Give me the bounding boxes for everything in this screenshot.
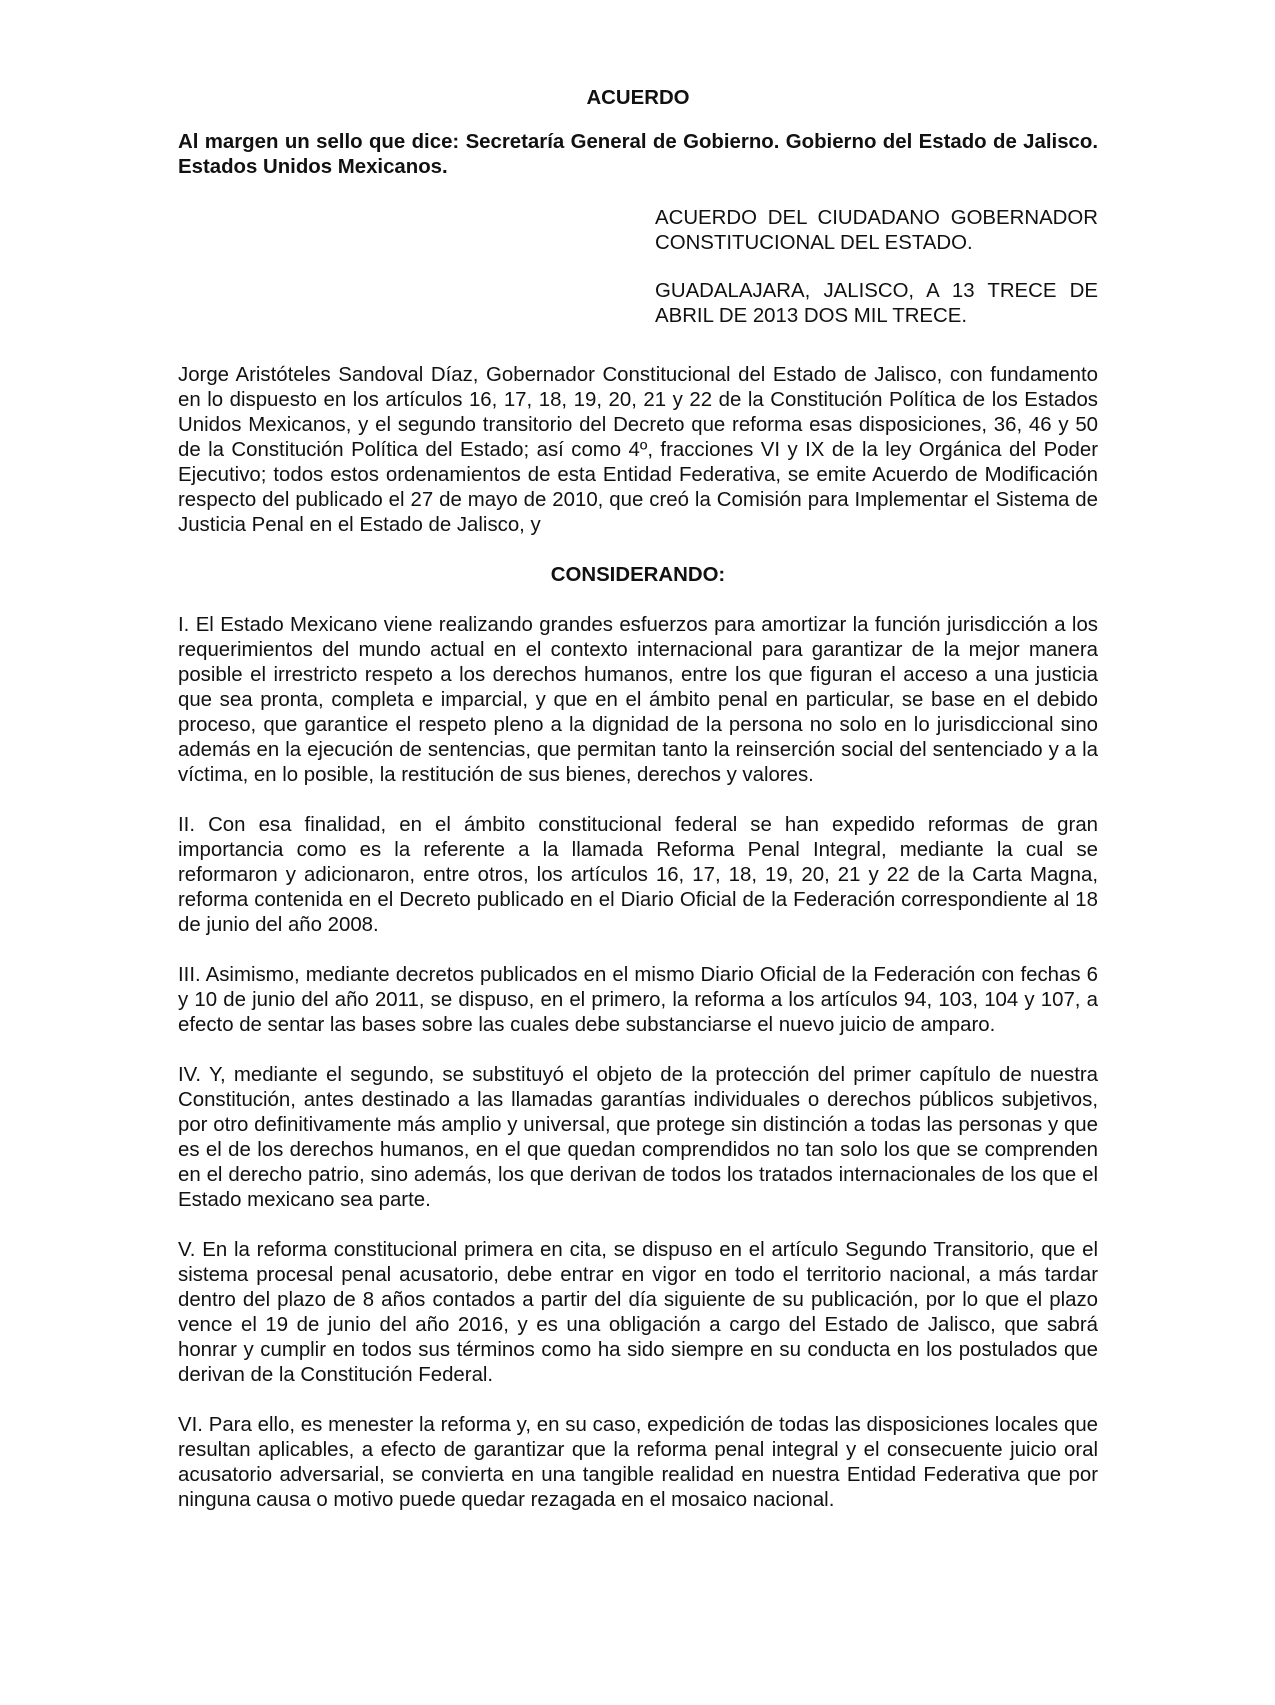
document-title: ACUERDO <box>586 87 690 109</box>
header-right-block <box>655 206 1098 329</box>
place-date: GUADALAJARA, JALISCO, A 13 TRECE DE ABRIL DE 2013 DOS MIL TRECE. <box>655 280 1098 327</box>
considerando-paragraph-5: V. En la reforma constitucional primera en cita, se dispuso en el artículo Segundo Transitorio, que el sistema procesal penal acusatorio, debe entrar en vigor en todo el territorio nacional, a más tardar dentro del plazo de 8 años contados a partir del día siguiente de su publicación, por lo que el plazo vence el 19 de junio del año 2016, y es una obligación a cargo del Estado de Jalisco, que sabrá honrar y cumplir en todos sus términos como ha sido siempre en su conducta en los postulados que derivan de la Constitución Federal. <box>178 1239 1098 1386</box>
considerando-heading: CONSIDERANDO: <box>550 564 726 586</box>
considerando-paragraph-2: II. Con esa finalidad, en el ámbito constitucional federal se han expedido reformas de gran importancia como es la referente a la llamada Reforma Penal Integral, mediante la cual se reformaron y adicionaron, entre otros, los artículos 16, 17, 18, 19, 20, 21 y 22 de la Carta Magna, reforma contenida en el Decreto publicado en el Diario Oficial de la Federación correspondiente al 18 de junio del año 2008. <box>178 814 1098 936</box>
considerando-paragraph-4: IV. Y, mediante el segundo, se substituyó el objeto de la protección del primer capítulo de nuestra Constitución, antes destinado a las llamadas garantías individuales o derechos públicos subjetivos, por otro definitivamente más amplio y universal, que protege sin distinción a todas las personas y que es el de los derechos humanos, en el que quedan comprendidos no tan solo los que se comprenden en el derecho patrio, sino además, los que derivan de todos los tratados internacionales de los que el Estado mexicano sea parte. <box>178 1064 1098 1211</box>
seal-note: Al margen un sello que dice: Secretaría General de Gobierno. Gobierno del Estado de Jalisco. Estados Unidos Mexicanos. <box>178 131 1098 178</box>
considerando-paragraph-3: III. Asimismo, mediante decretos publicados en el mismo Diario Oficial de la Federación con fechas 6 y 10 de junio del año 2011, se dispuso, en el primero, la reforma a los artículos 94, 103, 104 y 107, a efecto de sentar las bases sobre las cuales debe substanciarse el nuevo juicio de amparo. <box>178 964 1098 1036</box>
preamble-paragraph: Jorge Aristóteles Sandoval Díaz, Gobernador Constitucional del Estado de Jalisco, con fundamento en lo dispuesto en los artículos 16, 17, 18, 19, 20, 21 y 22 de la Constitución Política de los Estados Unidos Mexicanos, y el segundo transitorio del Decreto que reforma esas disposiciones, 36, 46 y 50 de la Constitución Política del Estado; así como 4º, fracciones VI y IX de la ley Orgánica del Poder Ejecutivo; todos estos ordenamientos de esta Entidad Federativa, se emite Acuerdo de Modificación respecto del publicado el 27 de mayo de 2010, que creó la Comisión para Implementar el Sistema de Justicia Penal en el Estado de Jalisco, y <box>178 364 1098 536</box>
document-body <box>178 86 1098 1538</box>
considerando-paragraph-1: I. El Estado Mexicano viene realizando grandes esfuerzos para amortizar la función jurisdicción a los requerimientos del mundo actual en el contexto internacional para garantizar de la mejor manera posible el irrestricto respeto a los derechos humanos, entre los que figuran el acceso a una justicia que sea pronta, completa e imparcial, y que en el ámbito penal en particular, se base en el debido proceso, que garantice el respeto pleno a la dignidad de la persona no solo en lo jurisdiccional sino además en la ejecución de sentencias, que permitan tanto la reinserción social del sentenciado y a la víctima, en lo posible, la restitución de sus bienes, derechos y valores. <box>178 614 1098 786</box>
agreement-heading: ACUERDO DEL CIUDADANO GOBERNADOR CONSTITUCIONAL DEL ESTADO. <box>655 207 1098 254</box>
considerando-paragraph-6: VI. Para ello, es menester la reforma y, en su caso, expedición de todas las disposiciones locales que resultan aplicables, a efecto de garantizar que la reforma penal integral y el consecuente juicio oral acusatorio adversarial, se convierta en una tangible realidad en nuestra Entidad Federativa que por ninguna causa o motivo puede quedar rezagada en el mosaico nacional. <box>178 1414 1098 1511</box>
